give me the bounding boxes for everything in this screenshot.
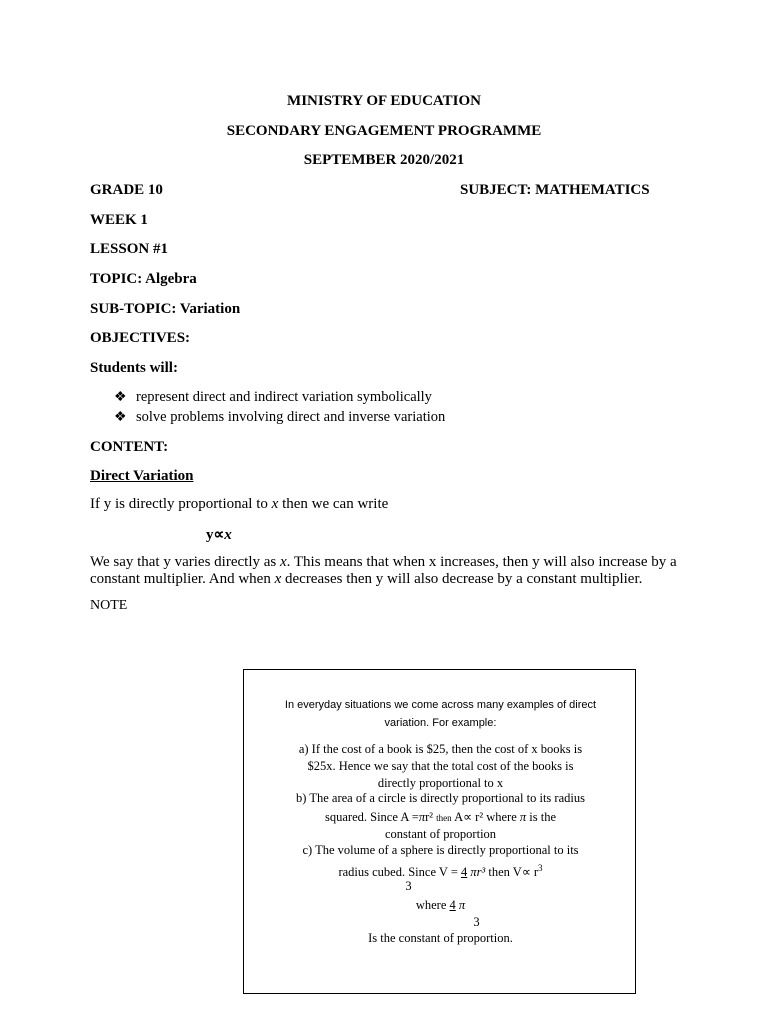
objective-item: solve problems involving direct and inverse variation bbox=[136, 409, 446, 425]
objective-item: represent direct and indirect variation symbolically bbox=[136, 389, 432, 405]
topic-label: TOPIC: Algebra bbox=[90, 271, 197, 287]
grade-label: GRADE 10 bbox=[90, 182, 163, 198]
diamond-bullet-icon: ❖ bbox=[114, 410, 127, 425]
example-a-line: $25x. Hence we say that the total cost of the books is bbox=[307, 759, 574, 773]
example-b-line: b) The area of a circle is directly proportional to its radius bbox=[296, 791, 585, 805]
ministry-title: MINISTRY OF EDUCATION bbox=[287, 93, 481, 109]
programme-title: SECONDARY ENGAGEMENT PROGRAMME bbox=[226, 123, 542, 139]
subtopic-label: SUB-TOPIC: Variation bbox=[90, 301, 241, 317]
students-will-label: Students will: bbox=[90, 360, 178, 376]
direct-variation-heading: Direct Variation bbox=[90, 468, 194, 484]
example-b-line: squared. Since A =πr² then A∝ r² where π is the bbox=[325, 810, 556, 824]
formula: y∝x bbox=[206, 527, 232, 543]
explanation-paragraph: We say that y varies directly as x. This means that when x increases, then y will also increase by a constant multiplier. And when x decreases then y will also decrease by a constant multiplier. bbox=[90, 554, 677, 587]
intro-line: If y is directly proportional to x then we can write bbox=[90, 496, 389, 512]
example-c-line: radius cubed. Since V = 4 πr³ then $V\propto r^3$ bbox=[338, 863, 543, 880]
example-b-line: constant of proportion bbox=[384, 827, 497, 841]
examples-box bbox=[243, 669, 636, 994]
lesson-label: LESSON #1 bbox=[90, 241, 168, 257]
where-line: where 4 π bbox=[415, 898, 466, 912]
example-a-line: directly proportional to x bbox=[377, 776, 504, 790]
diamond-bullet-icon: ❖ bbox=[114, 390, 127, 405]
content-heading: CONTENT: bbox=[90, 439, 169, 455]
subject-label: SUBJECT: MATHEMATICS bbox=[460, 182, 650, 198]
box-intro-line: In everyday situations we come across many examples of direct bbox=[284, 699, 597, 711]
closing-line: Is the constant of proportion. bbox=[368, 931, 513, 945]
example-a-line: a) If the cost of a book is $25, then the cost of x books is bbox=[298, 742, 583, 756]
box-intro-line: variation. For example: bbox=[384, 717, 497, 729]
objectives-heading: OBJECTIVES: bbox=[90, 330, 191, 346]
fraction-denominator: 3 bbox=[473, 915, 480, 929]
date-title: SEPTEMBER 2020/2021 bbox=[303, 152, 465, 168]
fraction-denominator: 3 bbox=[405, 879, 412, 893]
week-label: WEEK 1 bbox=[90, 212, 148, 228]
note-label: NOTE bbox=[90, 598, 128, 613]
example-c-line: c) The volume of a sphere is directly proportional to its bbox=[302, 843, 579, 857]
